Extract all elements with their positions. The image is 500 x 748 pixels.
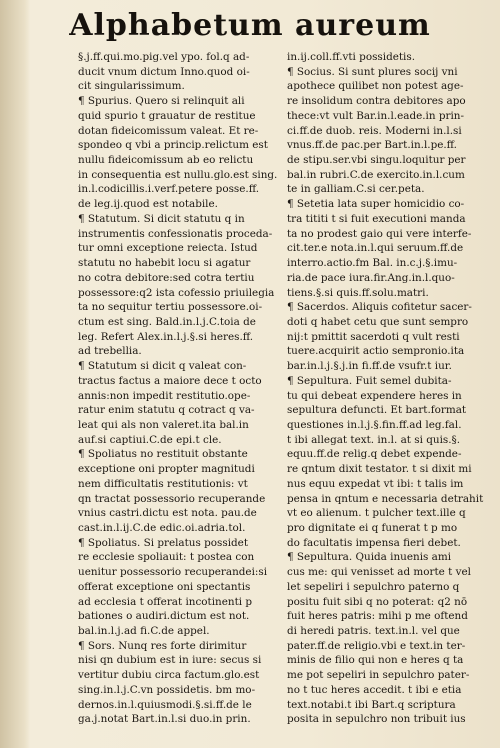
text-line: ¶ Socius. Si sunt plures socij vni: [287, 65, 458, 78]
text-line: tractus factus a maiore dece t octo: [78, 374, 262, 387]
text-line: t ibi allegat text. in.l. at si quis.§.: [287, 433, 461, 446]
left-column: [78, 50, 290, 727]
text-line: tuere.acquirit actio sempronio.ita: [287, 345, 465, 358]
text-line: ¶ Setetia lata super homicidio co-: [287, 198, 465, 211]
text-line: minis de filio qui non e heres q ta: [287, 654, 464, 667]
text-line: offerat exceptione oni spectantis: [78, 580, 251, 593]
text-line: te in galliam.C.si cer.peta.: [287, 183, 425, 196]
text-line: bar.in.l.j.§.j.in fi.ff.de vsufr.t iur.: [287, 360, 452, 373]
text-line: ¶ Spurius. Quero si relinquit ali: [78, 95, 245, 108]
text-line: de stipu.ser.vbi singu.loquitur per: [287, 154, 466, 167]
text-line: positu fuit sibi q no poterat: q2 nō: [287, 595, 468, 608]
text-line: tu qui debeat expendere heres in: [287, 389, 462, 402]
running-head-title: Alphabetum aureum: [69, 8, 431, 43]
text-line: vt eo alienum. t pulcher text.ille q: [287, 507, 466, 520]
text-line: nus equu expedat vt ibi: t talis im: [287, 477, 464, 490]
text-line: tur omni exceptione reiecta. Istud: [78, 242, 258, 255]
text-line: vertitur dubiu circa factum.glo.est: [78, 669, 260, 682]
text-line: re ecclesie spoliauit: t postea con: [78, 551, 255, 564]
text-line: ducit vnum dictum Inno.quod oi-: [78, 65, 250, 78]
text-line: instrumentis confessionatis proceda-: [78, 227, 273, 240]
text-line: cus me: qui venisset ad morte t vel: [287, 566, 471, 579]
text-line: ad ecclesia t offerat incotinenti p: [78, 595, 253, 608]
text-line: uenitur possessorio recuperandei:si: [78, 566, 268, 579]
text-line: dernos.in.l.quiusmodi.§.si.ff.de le: [78, 698, 252, 711]
text-line: re qntum dixit testator. t si dixit mi: [287, 463, 472, 476]
text-line: di heredi patris. text.in.l. vel que: [287, 625, 460, 638]
text-line: vnius castri.dictu est nota. pau.de: [78, 507, 257, 520]
text-line: §.j.ff.qui.mo.pig.vel ypo. fol.q ad-: [78, 51, 250, 63]
text-line: re insolidum contra debitores apo: [287, 95, 466, 108]
text-line: equu.ff.de relig.q debet expende-: [287, 448, 462, 461]
text-line: ta no prodest gaio qui vere interfe-: [287, 227, 472, 240]
text-line: pensa in qntum e necessaria detrahit: [287, 492, 484, 505]
text-line: no cotra debitore:sed cotra tertiu: [78, 271, 255, 284]
text-line: annis:non impedit restitutio.ope-: [78, 389, 251, 402]
text-line: leat qui als non valeret.ita bal.in: [78, 418, 249, 431]
text-line: qn tractat possessorio recuperande: [78, 492, 266, 505]
text-line: possessore:q2 ista cofessio priuilegia: [78, 286, 275, 299]
text-line: ctum est sing. Bald.in.l.j.C.toia de: [78, 315, 256, 328]
text-line: fuit heres patris: mihi p me oftend: [287, 610, 468, 623]
text-line: ratur enim statutu q cotract q va-: [78, 404, 255, 417]
text-line: quid spurio t grauatur de restitue: [78, 109, 256, 122]
text-line: ga.j.notat Bart.in.l.si duo.in prin.: [78, 713, 251, 726]
text-line: ¶ Statutum. Si dicit statutu q in: [78, 212, 245, 225]
text-line: bal.in.l.j.ad fi.C.de appel.: [78, 625, 210, 638]
text-line: apothece quilibet non potest age-: [287, 80, 464, 93]
text-line: in.ij.coll.ff.vti possidetis.: [287, 51, 416, 63]
text-line: ¶ Spoliatus. Si prelatus possidet: [78, 536, 248, 549]
text-line: me pot sepeliri in sepulchro pater-: [287, 669, 470, 682]
right-column: [287, 50, 499, 727]
text-line: vnus.ff.de pac.per Bart.in.l.pe.ff.: [287, 139, 457, 152]
text-line: ¶ Sepultura. Quida inuenis ami: [287, 551, 452, 564]
text-line: ¶ Statutum si dicit q valeat con-: [78, 360, 247, 373]
text-line: text.notabi.t ibi Bart.q scriptura: [287, 698, 456, 711]
text-line: cit.ter.e nota.in.l.qui seruum.ff.de: [287, 242, 464, 255]
text-line: bal.in rubri.C.de exercito.in.l.cum: [287, 168, 465, 181]
text-line: dotan fideicomissum valeat. Et re-: [78, 124, 259, 137]
text-line: do facultatis impensa fieri debet.: [287, 536, 461, 549]
text-line: ¶ Sacerdos. Aliquis cofitetur sacer-: [287, 301, 472, 314]
text-line: nisi qn dubium est in iure: secus si: [78, 654, 262, 667]
page-binding-shadow: [0, 0, 30, 748]
text-line: ci.ff.de duob. reis. Moderni in.l.si: [287, 124, 462, 137]
text-line: ria.de pace iura.fir.Ang.in.l.quo-: [287, 271, 455, 284]
text-line: de leg.ij.quod est notabile.: [78, 198, 218, 211]
text-line: ¶ Sepultura. Fuit semel dubita-: [287, 374, 452, 387]
text-line: spondeo q vbi a princip.relictum est: [78, 139, 268, 152]
text-line: ta no sequitur tertiu possessore.oi-: [78, 301, 263, 314]
text-line: ¶ Spoliatus no restituit obstante: [78, 448, 248, 461]
text-line: in.l.codicillis.i.verf.petere posse.ff.: [78, 183, 260, 196]
text-line: let sepeliri i sepulchro paterno q: [287, 580, 460, 593]
text-line: no t tuc heres accedit. t ibi e etia: [287, 683, 462, 696]
text-line: tra tititi t si fuit executioni manda: [287, 212, 466, 225]
text-line: pater.ff.de religio.vbi e text.in ter-: [287, 639, 466, 652]
text-line: pro dignitate ei q funerat t p mo: [287, 522, 458, 534]
text-line: ad trebellia.: [78, 345, 142, 358]
text-line: auf.si captiui.C.de epi.t cle.: [78, 433, 222, 446]
text-line: nem difficultatis restitutionis: vt: [78, 477, 248, 490]
text-line: tiens.§.si quis.ff.solu.matri.: [287, 286, 429, 299]
text-line: thece:vt vult Bar.in.l.eade.in prin-: [287, 109, 465, 122]
text-line: exceptione oni propter magnitudi: [78, 463, 255, 476]
text-line: cast.in.l.ij.C.de edic.oi.adria.tol.: [78, 522, 246, 534]
text-line: sepultura defuncti. Et bart.format: [287, 404, 467, 417]
text-line: sing.in.l.j.C.vn possidetis. bm mo-: [78, 683, 256, 696]
text-line: interro.actio.fm Bal. in.c.j.§.imu-: [287, 257, 458, 270]
text-line: bationes o audiri.dictum est not.: [78, 610, 250, 623]
text-line: nij:t pmittit sacerdoti q vult resti: [287, 330, 460, 343]
text-line: questiones in.l.j.§.fin.ff.ad leg.fal.: [287, 418, 462, 431]
text-line: statutu no habebit locu si agatur: [78, 257, 251, 270]
text-line: nullu fideicomissum ab eo relictu: [78, 154, 254, 167]
text-line: doti q habet cetu que sunt sempro: [287, 315, 469, 328]
text-line: cit singularissimum.: [78, 80, 185, 93]
text-line: posita in sepulchro non tribuit ius: [287, 713, 466, 726]
text-line: leg. Refert Alex.in.l.j.§.si heres.ff.: [78, 330, 254, 343]
text-line: ¶ Sors. Nunq res forte dirimitur: [78, 639, 247, 652]
text-line: in consequentia est nullu.glo.est sing.: [78, 168, 278, 181]
